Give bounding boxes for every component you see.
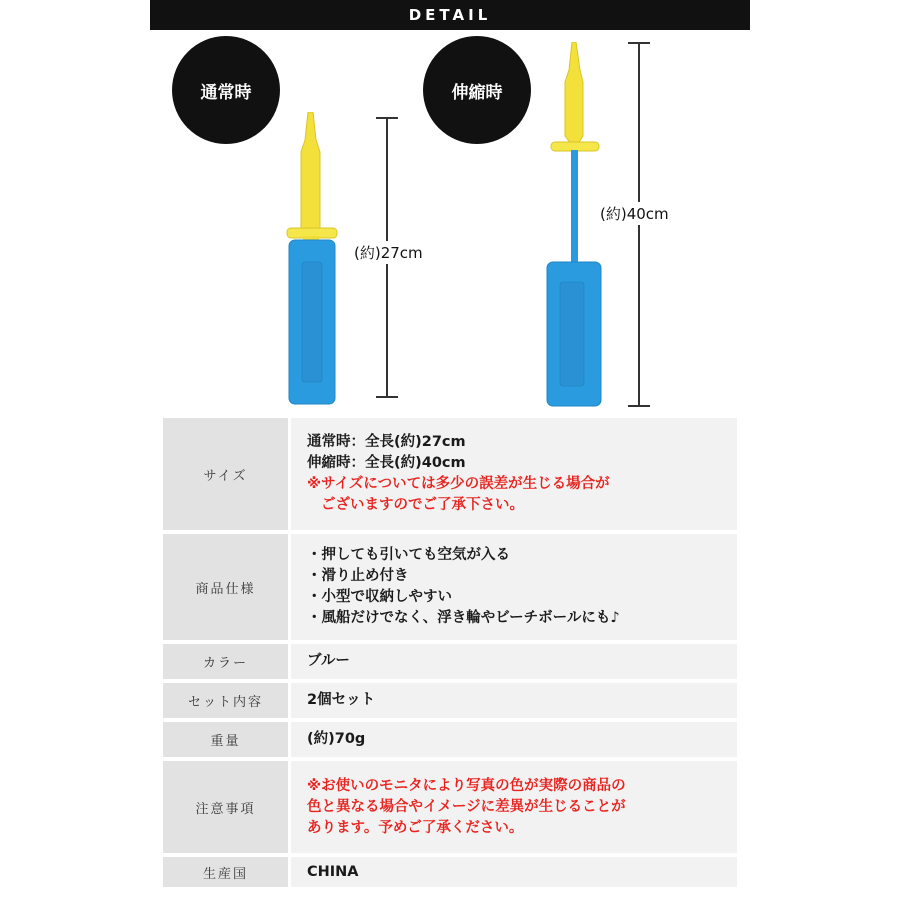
spec-value (291, 761, 737, 853)
feature-item: ・押しても引いても空気が入る (307, 547, 510, 563)
spec-label: 商品仕様 (163, 534, 288, 640)
spec-row-origin (163, 857, 737, 887)
spec-label: 重量 (163, 722, 288, 757)
spec-label: 生産国 (163, 857, 288, 887)
spec-value (291, 534, 737, 640)
spec-row-set (163, 683, 737, 718)
pump-normal-image (280, 112, 350, 406)
caution-line: ※お使いのモニタにより写真の色が実際の商品の (307, 777, 626, 794)
spec-label: セット内容 (163, 683, 288, 718)
measure-label-normal: (約)27cm (352, 241, 425, 264)
spec-value (291, 418, 737, 530)
spec-value: ブルー (291, 644, 737, 679)
spec-value: CHINA (291, 857, 737, 887)
caution-line: 色と異なる場合やイメージに差異が生じることが (307, 798, 626, 815)
feature-item: ・滑り止め付き (307, 568, 409, 584)
size-extended: 伸縮時：全長(約)40cm (307, 455, 466, 471)
spec-label: カラー (163, 644, 288, 679)
spec-label: サイズ (163, 418, 288, 530)
measure-label-extended: (約)40cm (598, 202, 671, 225)
feature-item: ・風船だけでなく、浮き輪やビーチボールにも♪ (307, 610, 620, 626)
pump-extended-image (540, 42, 610, 408)
detail-banner: DETAIL (150, 0, 750, 30)
measure-cap-bottom-normal (376, 396, 398, 398)
size-note-2: ございますのでご了承下さい。 (321, 497, 524, 513)
spec-row-weight (163, 722, 737, 757)
spec-row-caution (163, 761, 737, 853)
caution-line: あります。予めご了承ください。 (307, 819, 524, 836)
spec-row-features (163, 534, 737, 640)
spec-row-size (163, 418, 737, 530)
spec-row-color (163, 644, 737, 679)
badge-extended: 伸縮時 (423, 36, 531, 144)
feature-item: ・小型で収納しやすい (307, 589, 452, 605)
measure-cap-bottom-extended (628, 405, 650, 407)
size-note-1: ※サイズについては多少の誤差が生じる場合が (307, 476, 610, 492)
size-normal: 通常時：全長(約)27cm (307, 434, 466, 450)
spec-value: (約)70g (291, 722, 737, 757)
spec-table (163, 418, 737, 891)
spec-value: 2個セット (291, 683, 737, 718)
spec-label: 注意事項 (163, 761, 288, 853)
badge-normal: 通常時 (172, 36, 280, 144)
